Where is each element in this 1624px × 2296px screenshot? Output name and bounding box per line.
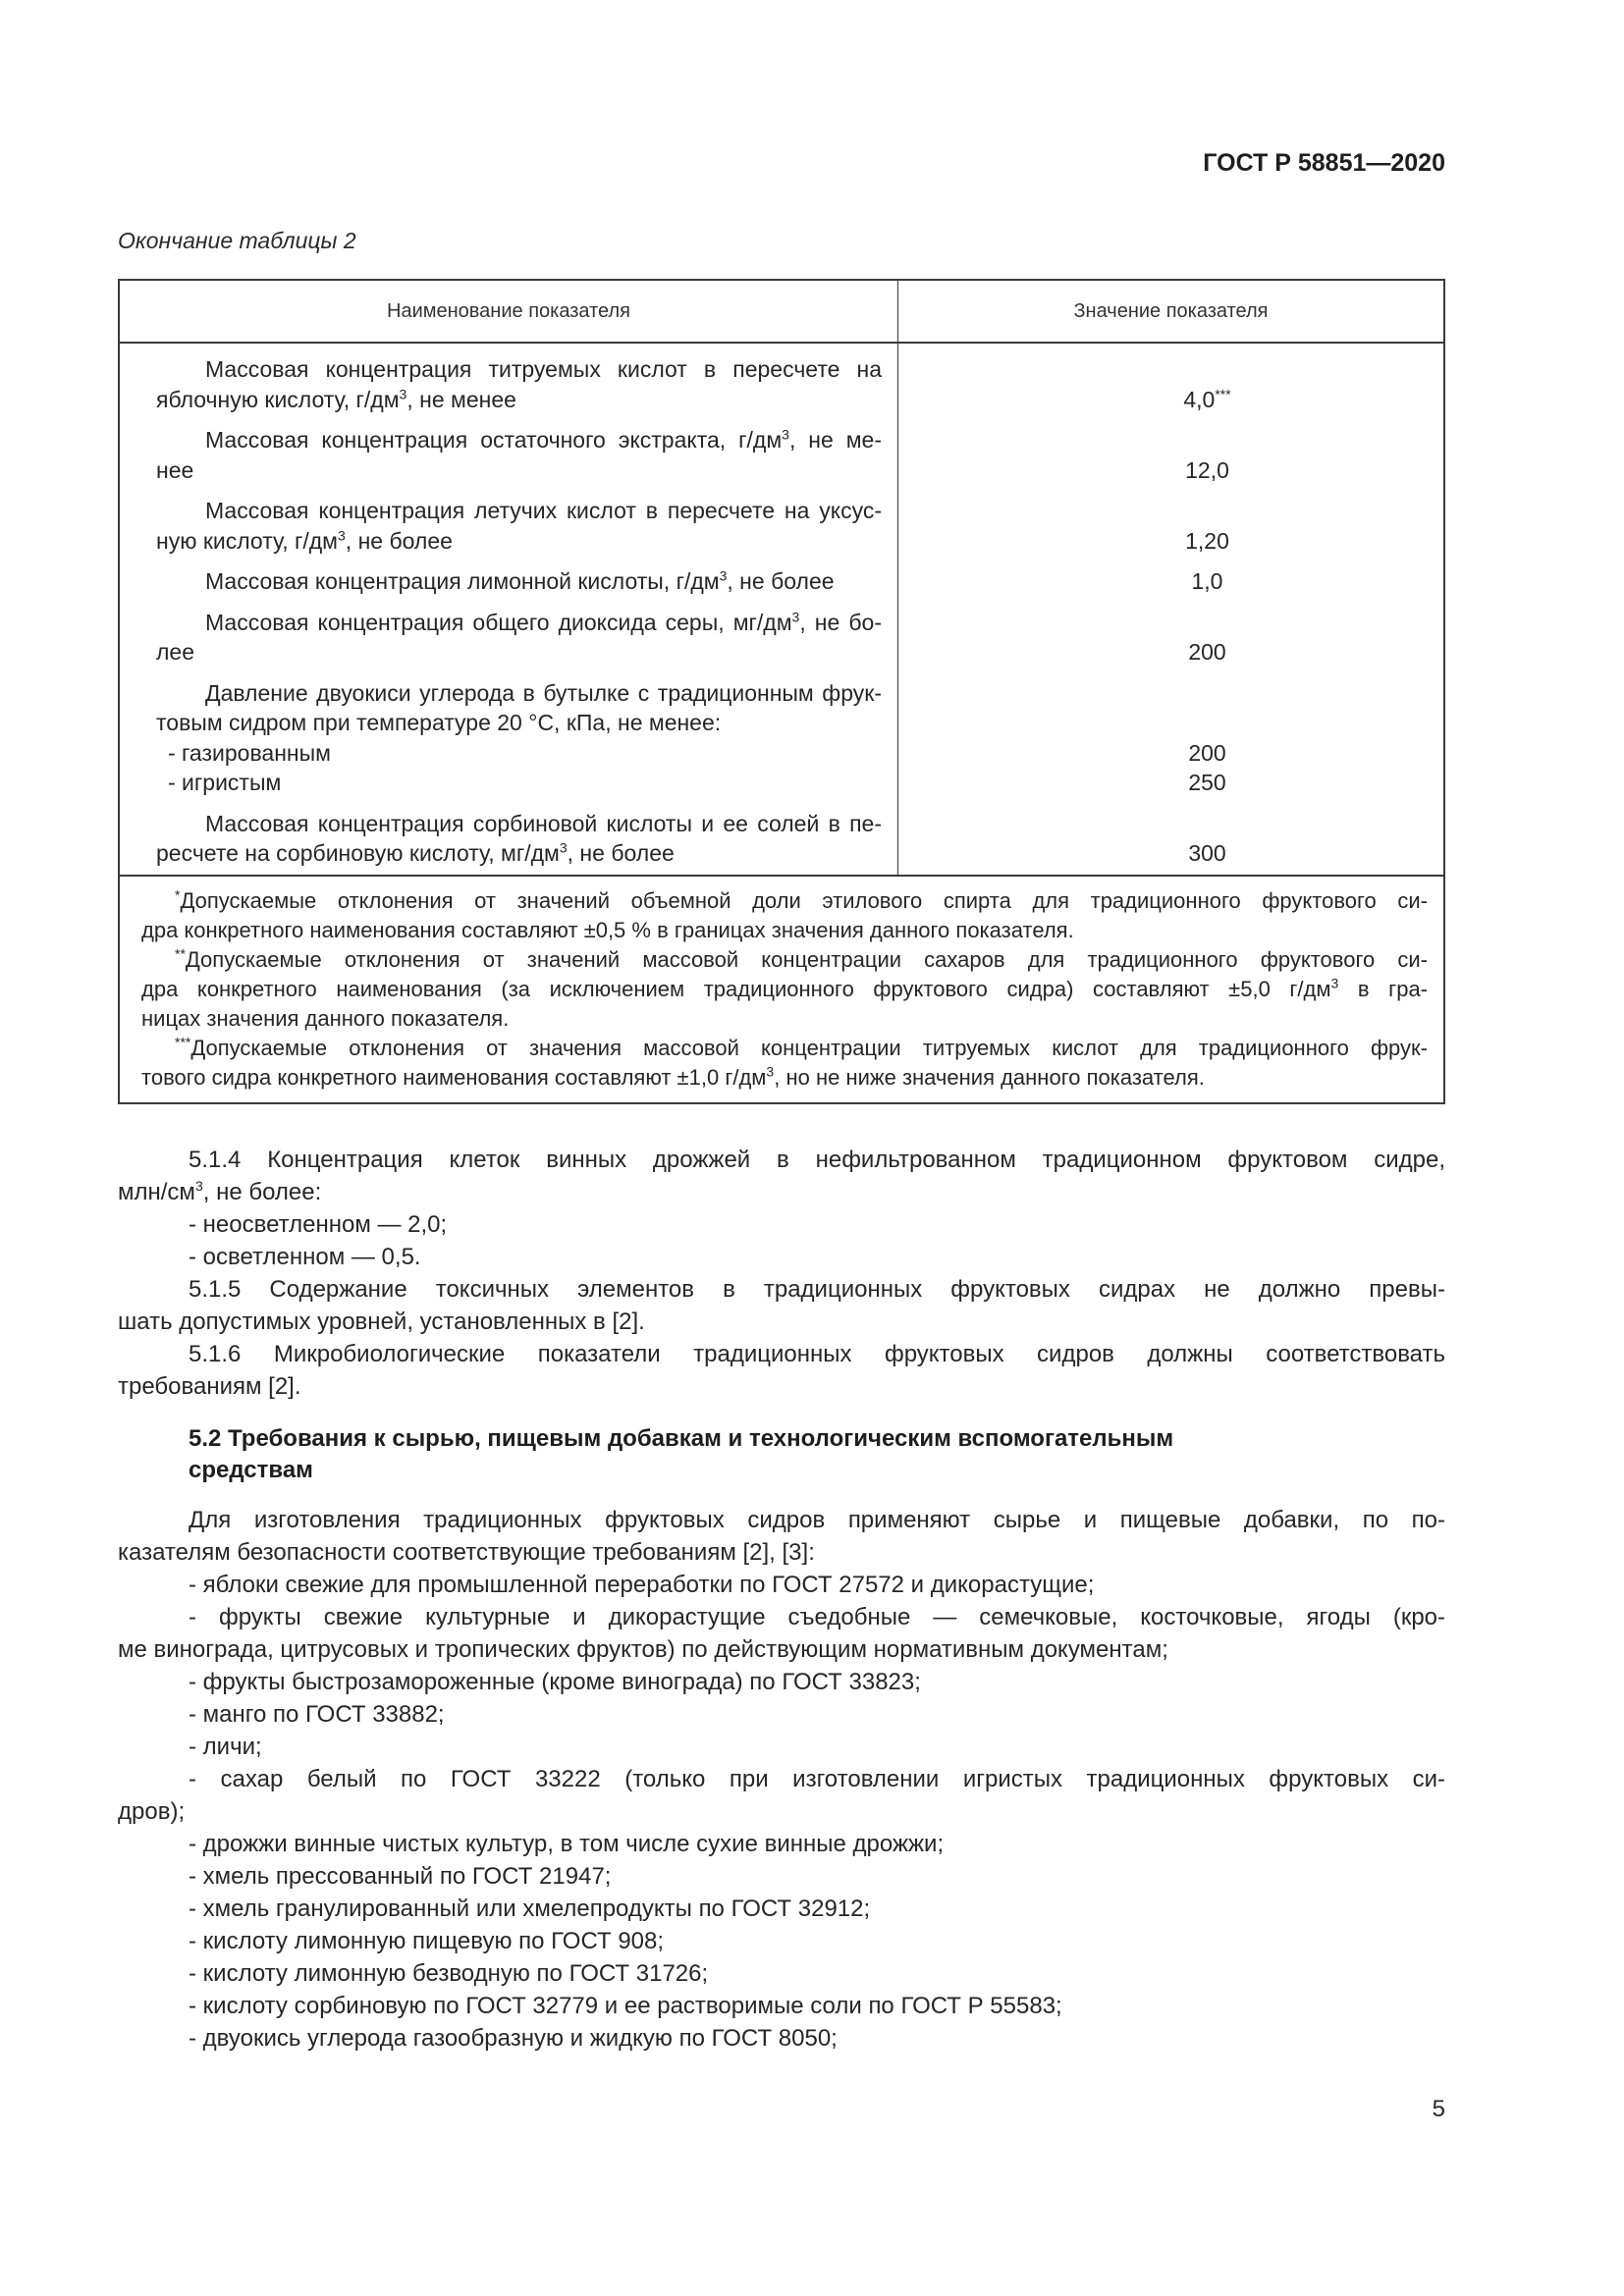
table-name-column xyxy=(120,344,1231,875)
row-text-line: Массовая концентрация титруемых кислот в пересчете на xyxy=(205,356,882,382)
paragraph-line: 5.1.4 Концентрация клеток винных дрожжей в нефильтрованном традиционном фруктовом сидре, xyxy=(189,1147,1445,1173)
column-header-value: Значение показателя xyxy=(1073,299,1269,322)
list-item: - хмель прессованный по ГОСТ 21947; xyxy=(189,1863,612,1890)
exponent: 3 xyxy=(1330,975,1339,991)
table-row xyxy=(156,425,1229,485)
row-text-line: Давление двуокиси углерода в бутылке с традиционным фрук- xyxy=(205,679,882,706)
list-item: - неосветленном — 2,0; xyxy=(189,1211,448,1238)
clause-5-1-6 xyxy=(118,1338,1445,1403)
footnote-line: **Допускаемые отклонения от значений массовой концентрации сахаров для традиционного фруктового си- xyxy=(175,945,1428,972)
row-value: 250 xyxy=(1188,770,1226,795)
list-item: - сахар белый по ГОСТ 33222 (только при изготовлении игристых традиционных фруктовых си- xyxy=(189,1766,1445,1792)
table-value-column xyxy=(898,344,1443,875)
page-number: 5 xyxy=(1432,2096,1445,2122)
list-item: - хмель гранулированный или хмелепродукты по ГОСТ 32912; xyxy=(189,1896,871,1922)
footnote-line: ***Допускаемые отклонения от значения массовой концентрации титруемых кислот для традиционного фрук- xyxy=(175,1034,1428,1060)
row-value: 1,0 xyxy=(1191,568,1223,594)
exponent: 3 xyxy=(791,608,800,624)
row-value: 200 xyxy=(1188,639,1226,665)
row-value: 12,0 xyxy=(1185,456,1229,483)
list-item: - кислоту лимонную пищевую по ГОСТ 908; xyxy=(189,1928,665,1954)
row-text-line: нее xyxy=(156,456,194,483)
paragraph-line: требованиям [2]. xyxy=(118,1373,301,1400)
exponent: 3 xyxy=(194,1178,203,1194)
footnote-line: дра конкретного наименования составляют ±0,5 % в границах значения данного показателя. xyxy=(141,917,1074,942)
paragraph-line: 5.1.6 Микробиологические показатели традиционных фруктовых сидров должны соответствовать xyxy=(189,1341,1445,1367)
row-value: 4,0*** xyxy=(1183,385,1231,412)
clause-5-1-4 xyxy=(118,1144,1445,1273)
footnote-mark: * xyxy=(175,886,181,903)
table-footnotes xyxy=(120,877,1443,1102)
row-text-line: - газированным xyxy=(168,739,331,766)
list-item: - кислоту лимонную безводную по ГОСТ 31726; xyxy=(189,1960,709,1987)
footnote-mark: *** xyxy=(1215,385,1231,401)
list-item: - двуокись углерода газообразную и жидкую по ГОСТ 8050; xyxy=(189,2025,838,2052)
row-value: 1,20 xyxy=(1185,527,1229,554)
paragraph-line: шать допустимых уровней, установленных в [2]. xyxy=(118,1308,645,1335)
row-text-line: яблочную кислоту, $г/дм^3$, не менее xyxy=(156,385,516,412)
clause-5-1-5 xyxy=(118,1273,1445,1338)
list-item: - осветленном — 0,5. xyxy=(189,1244,421,1270)
indicator-table xyxy=(118,279,1445,1104)
list-item: - дрожжи винные чистых культур, в том числе сухие винные дрожжи; xyxy=(189,1831,945,1857)
table-row xyxy=(156,354,1231,414)
list-item: - фрукты быстрозамороженные (кроме винограда) по ГОСТ 33823; xyxy=(189,1669,921,1695)
footnote-line: *Допускаемые отклонения от значений объемной доли этилового спирта для традиционного фруктового си- xyxy=(175,886,1428,913)
row-text-line: Массовая концентрация остаточного экстракта, $г/дм^3$, не ме- xyxy=(205,426,882,453)
table-row xyxy=(156,608,1226,667)
paragraph-line: 5.1.5 Содержание токсичных элементов в традиционных фруктовых сидрах не должно превы- xyxy=(189,1276,1445,1303)
row-text-line: Массовая концентрация сорбиновой кислоты и ее солей в пе- xyxy=(205,810,882,836)
footnote-line: тового сидра конкретного наименования составляют ±1,0 $г/дм^3$, но не ниже значения данного показателя. xyxy=(141,1063,1205,1090)
list-item: - фрукты свежие культурные и дикорастущие съедобные — семечковые, косточковые, ягоды (кро- xyxy=(189,1604,1445,1630)
row-text-line: Массовая концентрация летучих кислот в пересчете на уксус- xyxy=(205,498,882,523)
footnote xyxy=(141,945,1428,1034)
row-value: 300 xyxy=(1188,840,1226,866)
footnote-line: дра конкретного наименования (за исключением традиционного фруктового сидра) составляют ±5,0 $г/дм^3$ в гра- xyxy=(141,975,1429,1001)
list-item: - личи; xyxy=(189,1734,262,1760)
exponent: 3 xyxy=(782,426,789,443)
table-body xyxy=(120,344,1443,877)
row-text-line: Массовая концентрация лимонной кислоты, $г/дм^3$, не более xyxy=(205,567,835,594)
heading-line: средствам xyxy=(189,1457,313,1483)
table-caption: Окончание таблицы 2 xyxy=(118,228,356,253)
exponent: 3 xyxy=(719,567,728,584)
list-item: - яблоки свежие для промышленной переработки по ГОСТ 27572 и дикорастущие; xyxy=(189,1572,1095,1598)
table-header xyxy=(120,281,1443,344)
list-item: - манго по ГОСТ 33882; xyxy=(189,1701,445,1728)
footnote-line: ницах значения данного показателя. xyxy=(141,1005,510,1031)
list-item: дров); xyxy=(118,1798,186,1825)
footnote-mark: *** xyxy=(175,1034,191,1050)
exponent: 3 xyxy=(559,839,568,856)
list-item: - кислоту сорбиновую по ГОСТ 32779 и ее растворимые соли по ГОСТ Р 55583; xyxy=(189,1993,1062,2019)
paragraph-line: млн/$см^3$, не более: xyxy=(118,1178,322,1205)
paragraph-line: Для изготовления традиционных фруктовых сидров применяют сырье и пищевые добавки, по по- xyxy=(189,1507,1445,1533)
row-text-line: товым сидром при температуре 20 °С, кПа, не менее: xyxy=(156,710,722,735)
table-row xyxy=(156,496,1229,556)
section-heading-5-2 xyxy=(189,1423,1445,1486)
document-code: ГОСТ Р 58851—2020 xyxy=(1203,149,1445,177)
section-5-2-body xyxy=(118,1504,1445,2055)
exponent: 3 xyxy=(399,385,407,401)
row-text-line: ную кислоту, $г/дм^3$, не более xyxy=(156,526,453,554)
footnote-mark: ** xyxy=(175,945,186,962)
row-text-line: Массовая концентрация общего диоксида серы, $мг/дм^3$, не бо- xyxy=(205,608,882,635)
exponent: 3 xyxy=(338,526,346,543)
exponent: 3 xyxy=(766,1063,775,1080)
footnote xyxy=(141,1034,1428,1093)
footnote xyxy=(141,886,1428,945)
table-row xyxy=(156,678,1226,798)
list-item: ме винограда, цитрусовых и тропических фруктов) по действующим нормативным документам; xyxy=(118,1636,1168,1663)
heading-line: 5.2 Требования к сырью, пищевым добавкам и технологическим вспомогательным xyxy=(189,1425,1174,1452)
row-text-line: - игристым xyxy=(168,770,282,795)
row-text-line: ресчете на сорбиновую кислоту, $мг/дм^3$, не более xyxy=(156,839,675,866)
column-header-name: Наименование показателя xyxy=(120,281,898,342)
row-text-line: лее xyxy=(156,639,195,665)
paragraph-line: казателям безопасности соответствующие требованиям [2], [3]: xyxy=(118,1539,815,1566)
table-row xyxy=(156,809,1226,869)
row-value: 200 xyxy=(1188,739,1226,766)
table-row xyxy=(156,566,1223,597)
